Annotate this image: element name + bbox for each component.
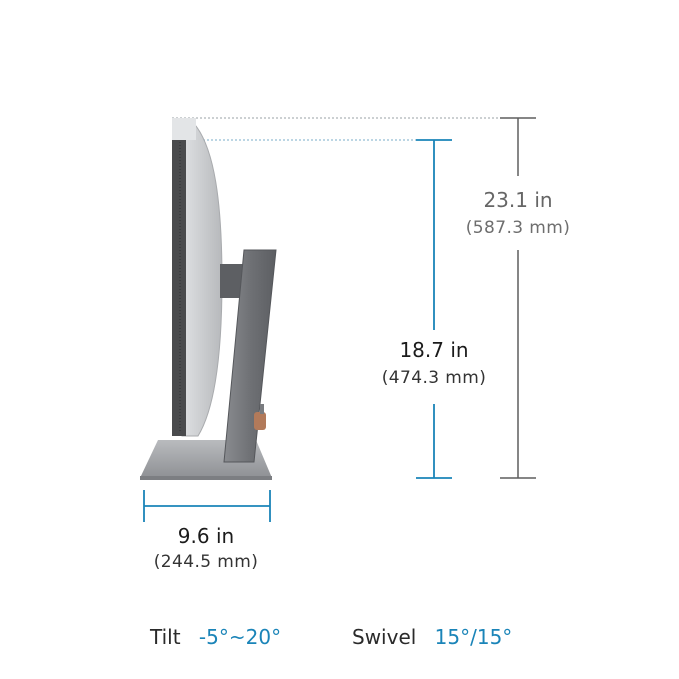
tilt-spec <box>150 625 281 649</box>
swivel-spec <box>352 625 512 649</box>
base-depth-dimension <box>144 490 270 522</box>
screen-height-metric: (474.3 mm) <box>381 368 487 388</box>
screen-height-dimension <box>416 140 452 478</box>
base-depth-metric: (244.5 mm) <box>153 552 259 572</box>
tilt-label: Tilt <box>150 625 181 649</box>
screen-height-value: 18.7 in <box>399 338 469 362</box>
total-height-value: 23.1 in <box>483 188 553 212</box>
swivel-label: Swivel <box>352 625 417 649</box>
base-depth-value: 9.6 in <box>177 524 235 548</box>
monitor-back-housing <box>182 126 222 436</box>
swivel-value: 15°/15° <box>434 625 513 649</box>
total-height-metric: (587.3 mm) <box>465 218 571 238</box>
total-height-dimension <box>500 118 536 478</box>
tilt-value: -5°~20° <box>198 625 282 649</box>
